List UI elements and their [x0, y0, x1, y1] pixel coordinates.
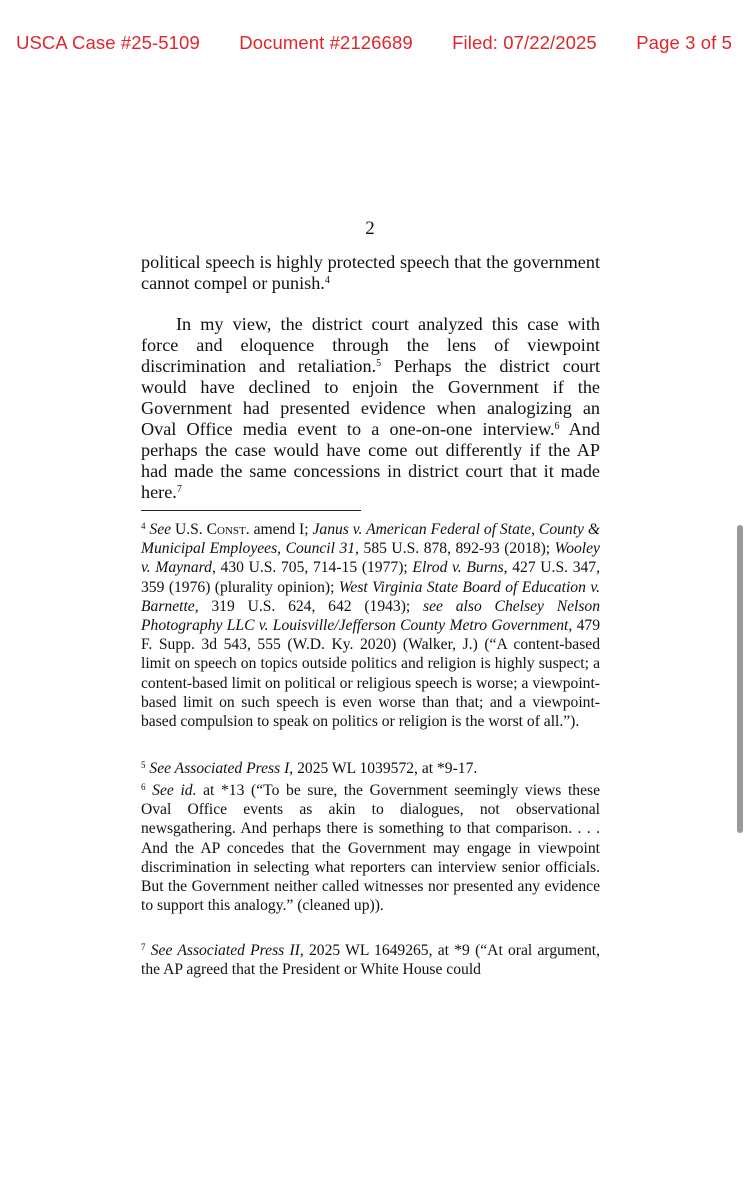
filing-header [16, 32, 732, 54]
signal: see also [423, 597, 482, 615]
footnote-5: $^5$ See Associated Press I, 2025 WL 1039572, at *9-17. [141, 760, 478, 777]
filed-date: Filed: 07/22/2025 [452, 32, 597, 53]
signal: See [149, 521, 172, 538]
footnote-ref-5[interactable]: 5 [376, 358, 382, 369]
scrollbar-thumb[interactable] [737, 525, 743, 833]
case-name: Janus v. American Federal of State, County & Municipal Employees, Council 31 [141, 521, 601, 558]
body-paragraph-2 [141, 314, 600, 503]
footnote-7: $^7$ See Associated Press II, 2025 WL 1649265, at *9 (“At oral argument, the AP agreed that the President or White House could [141, 942, 600, 979]
footnote-number: 6 [141, 782, 146, 792]
signal: See id. [152, 782, 197, 799]
case-name: See Associated Press I [149, 760, 290, 777]
case-name: Elrod v. Burns [412, 559, 504, 577]
footnote-divider [141, 510, 361, 511]
paragraph-text: political speech is highly protected speech that the government cannot compel or punish. [141, 252, 600, 293]
case-number: USCA Case #25-5109 [16, 32, 200, 53]
footnote-number: 7 [141, 942, 146, 952]
sentence: In my view, the district court analyzed this case with force and eloquence through the lens of viewpoint discrimination and retaliation. [141, 314, 600, 376]
case-name: Chelsey Nelson Photography LLC v. Louisville/Jefferson County Metro Government [141, 597, 601, 635]
page-number: 2 [365, 218, 375, 239]
document-number: Document #2126689 [239, 32, 413, 53]
footnote-ref-6[interactable]: 6 [554, 421, 560, 432]
case-name: See Associated Press II [150, 942, 300, 959]
footnote-4: $^4$ See U.S. Const. amend I; Janus v. American Federal of State, County & Municipal Employees, Council 31, 585 U.S. 878, 892-93 (2018); Wooley v. Maynard, 430 U.S. 705, 714-15 (1977); Elrod v. Burns, 427 U.S. 347, 359 (1976) (plurality opinion); West Virginia State Board of Education v. Barnette, 319 U.S. 624, 642 (1943); see also Chelsey Nelson Photography LLC v. Louisville/Jefferson County Metro Government, 479 F. Supp. 3d 543, 555 (W.D. Ky. 2020) (Walker, J.) (“A content-based limit on speech on topics outside politics and religion is highly suspect; a content-based limit on political or religious speech is worse; a viewpoint-based limit on such speech is even worse than that; and a viewpoint-based compulsion to speak on politics or religion is the worst of all.”). [141, 521, 601, 731]
footnote-number: 5 [141, 760, 146, 770]
footnote-ref-4[interactable]: 4 [324, 275, 330, 286]
footnote-number: 4 [141, 521, 146, 531]
footnote-ref-7[interactable]: 7 [176, 484, 182, 495]
page-indicator: Page 3 of 5 [636, 32, 732, 53]
case-name: Wooley v. Maynard [141, 540, 600, 577]
sentence: Perhaps the district court would have declined to enjoin the Government if the Government had presented evidence when analogizing an Oval Office media event to a one-on-one interview. [141, 356, 600, 439]
footnote-6: $^6$ See id. at *13 (“To be sure, the Government seemingly views these Oval Office events as akin to dialogues, not observational newsgathering. And perhaps there is something to that comparison. . . . And the AP concedes that the Government may engage in viewpoint discrimination in selecting what reporters can interview senior officials. But the Government neither called witnesses nor presented any evidence to support this analogy.” (cleaned up)). [141, 782, 600, 915]
body-paragraph-1 [141, 252, 600, 294]
case-name: West Virginia State Board of Education v. Barnette [141, 578, 600, 615]
sentence: And perhaps the case would have come out differently if the AP had made the same concessions in district court that it made here. [141, 419, 600, 502]
